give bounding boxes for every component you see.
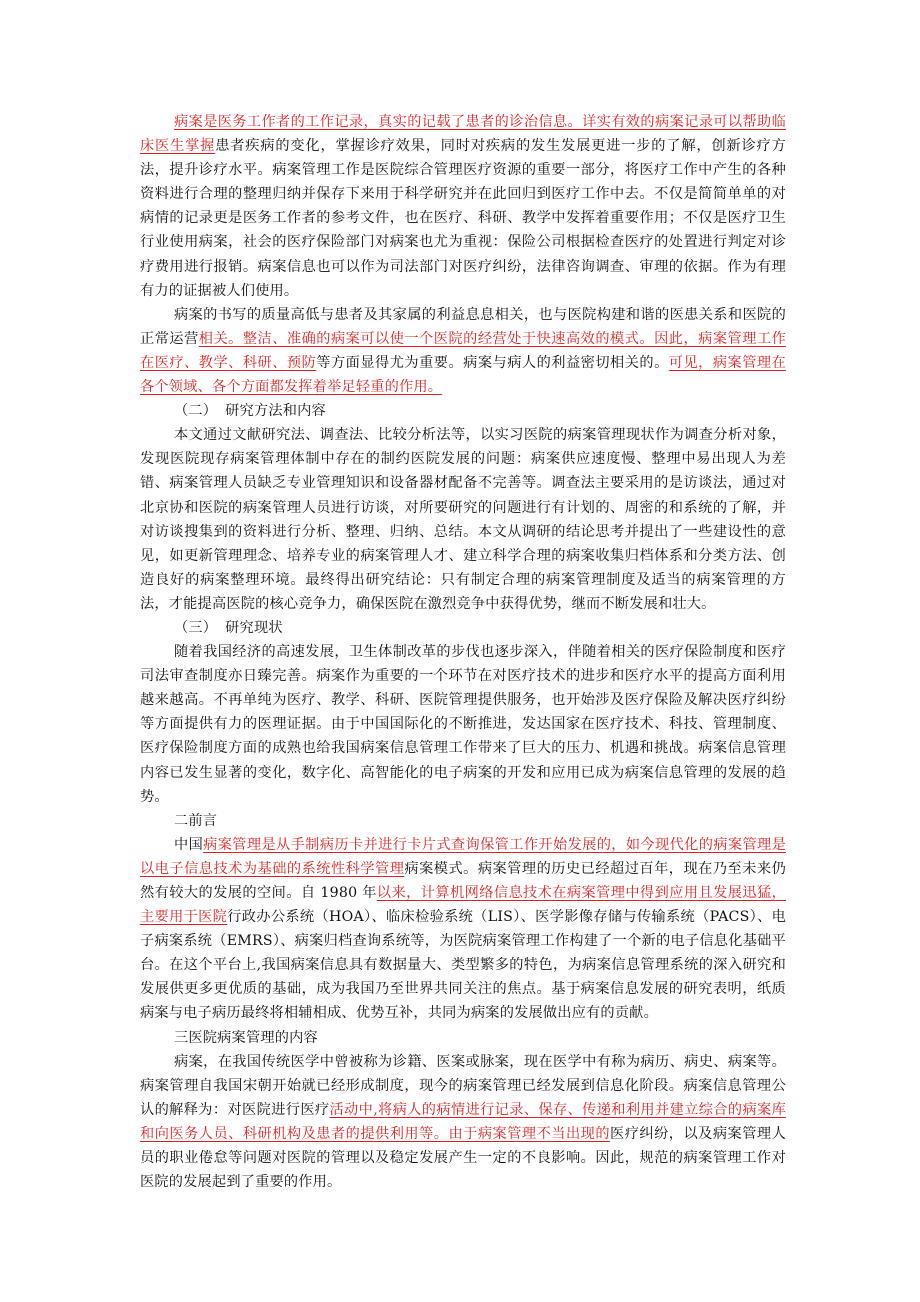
document-page bbox=[140, 110, 786, 1194]
section-number: （三） bbox=[174, 619, 218, 636]
body-paragraph bbox=[140, 1050, 786, 1195]
body-paragraph bbox=[140, 833, 786, 1026]
section-title: 研究现状 bbox=[225, 619, 283, 636]
section-number: （二） bbox=[174, 403, 218, 420]
paragraph-text: 病案模式。病案管理的历史已经超过百年，现在乃至未来仍然有较大的发展的空间。自 1980 年 bbox=[140, 860, 787, 901]
chapter-title: 三医院病案管理的内容 bbox=[174, 1029, 318, 1046]
paragraph-text: 患者疾病的变化，掌握诊疗效果，同时对疾病的发生发展更进一步的了解，创新诊疗方法，提升诊疗水平。病案管理工作是医院综合管理医疗资源的重要一部分，将医疗工作中产生的各种资料进行合理的整理归纳并保存下来用于科学研究并在此回归到医疗工作中去。不仅是简简单单的对病情的记录更是医务工作者的参考文件，也在医疗、科研、教学中发挥着重要作用；不仅是医疗卫生行业使用病案，社会的医疗保险部门对病案也尤为重视：保险公司根据检查医疗的处置进行判定对诊疗费用进行报销。病案信息也可以作为司法部门对医疗纠纷，法律咨询调查、审理的依据。作为有理有力的证据被人们使用。 bbox=[140, 138, 786, 299]
highlighted-text: 病案是医务工作者的工作记录，真实的记载了患者的诊治信息。详实有效的病案记录可以帮助临床医生掌握 bbox=[140, 114, 786, 155]
paragraph-text: 行政办公系统（HOA）、临床检验系统（LIS）、医学影像存储与传输系统（PACS）、电子病案系统（EMRS）、病案归档查询系统等，为医院病案管理工作构建了一个新的电子信息化基础平台。在这个平台上,我国病案信息具有数据量大、类型繁多的特色，为病案信息管理系统的深入研究和发展供更多更优质的基础，成为我国乃至世界共同关注的焦点。基于病案信息发展的研究表明，纸质病案与电子病历最终将相辅相成、优势互补，共同为病案的发展做出应有的贡献。 bbox=[140, 909, 786, 1022]
body-paragraph bbox=[140, 640, 786, 809]
highlighted-text: 可见，病案管理在各个领域、各个方面都发挥着举足轻重的作用。 bbox=[140, 354, 786, 396]
paragraph-text: 医疗纠纷，以及病案管理人员的职业倦怠等问题对医院的管理以及稳定发展产生一定的不良影响。因此，规范的病案管理工作对医院的发展起到了重要的作用。 bbox=[140, 1125, 786, 1191]
paragraph-text: 随着我国经济的高速发展，卫生体制改革的步伐也逐步深入，伴随着相关的医疗保险制度和医疗司法审查制度亦日臻完善。病案作为重要的一个环节在对医疗技术的进步和医疗水平的提高方面利用越来越高。不再单纯为医疗、教学、科研、医院管理提供服务，也开始涉及医疗保险及解决医疗纠纷等方面提供有力的医理证据。由于中国国际化的不断推进，发达国家在医疗技术、科技、管理制度、医疗保险制度方面的成熟也给我国病案信息管理工作带来了巨大的压力、机遇和挑战。病案信息管理内容已发生显著的变化，数字化、高智能化的电子病案的开发和应用已成为病案信息管理的发展的趋势。 bbox=[140, 644, 786, 805]
section-title: 研究方法和内容 bbox=[225, 403, 326, 420]
chapter-heading bbox=[140, 1026, 786, 1050]
body-paragraph bbox=[140, 423, 786, 616]
paragraph-text: 病案，在我国传统医学中曾被称为诊籍、医案或脉案，现在医学中有称为病历、病史、病案等。病案管理自我国宋朝开始就已经形成制度，现今的病案管理已经发展到信息化阶段。病案信息管理公认的解释为：对医院进行医疗 bbox=[140, 1053, 786, 1118]
body-paragraph bbox=[140, 303, 786, 399]
chapter-title: 二前言 bbox=[174, 812, 218, 829]
paragraph-text: 中国 bbox=[174, 836, 204, 853]
paragraph-text: 等方面显得尤为重要。病案与病人的利益密切相关的。 bbox=[316, 354, 669, 371]
paragraph-text: 病案的书写的质量高低与患者及其家属的利益息息相关，也与医院构建和谐的医患关系和医院的正常运营 bbox=[140, 306, 786, 347]
highlighted-text: 以来，计算机网络信息技术在病案管理中得到应用且发展迅猛，主要用于医院 bbox=[140, 885, 786, 926]
section-heading bbox=[140, 399, 786, 423]
highlighted-text: 病案管理是从手制病历卡并进行卡片式查询保管工作开始发展的，如今现代化的病案管理是以电子信息技术为基础的系统性科学管理 bbox=[140, 836, 786, 877]
body-paragraph bbox=[140, 110, 786, 303]
paragraph-text: 本文通过文献研究法、调查法、比较分析法等，以实习医院的病案管理现状作为调查分析对象，发现医院现存病案管理体制中存在的制约医院发展的问题：病案供应速度慢、整理中易出现人为差错、病案管理人员缺乏专业管理知识和设备器材配备不完善等。调查法主要采用的是访谈法，通过对北京协和医院的病案管理人员进行访谈，对所要研究的问题进行有计划的、周密的和系统的了解，并对访谈搜集到的资料进行分析、整理、归纳、总结。本文从调研的结论思考并提出了一些建设性的意见，如更新管理理念、培养专业的病案管理人才、建立科学合理的病案收集归档体系和分类方法、创造良好的病案整理环境。最终得出研究结论：只有制定合理的病案管理制度及适当的病案管理的方法，才能提高医院的核心竞争力，确保医院在激烈竞争中获得优势，继而不断发展和壮大。 bbox=[140, 427, 786, 612]
chapter-heading bbox=[140, 809, 786, 833]
highlighted-text: 相关。整洁、准确的病案可以使一个医院的经营处于快速高效的模式。因此，病案管理工作在医疗、教学、科研、预防 bbox=[140, 330, 786, 371]
highlighted-text: 活动中,将病人的病情进行记录、保存、传递和利用并建立综合的病案库和向医务人员、科研机构及患者的提供利用等。由于病案管理不当出现的 bbox=[140, 1101, 786, 1142]
section-heading bbox=[140, 616, 786, 640]
